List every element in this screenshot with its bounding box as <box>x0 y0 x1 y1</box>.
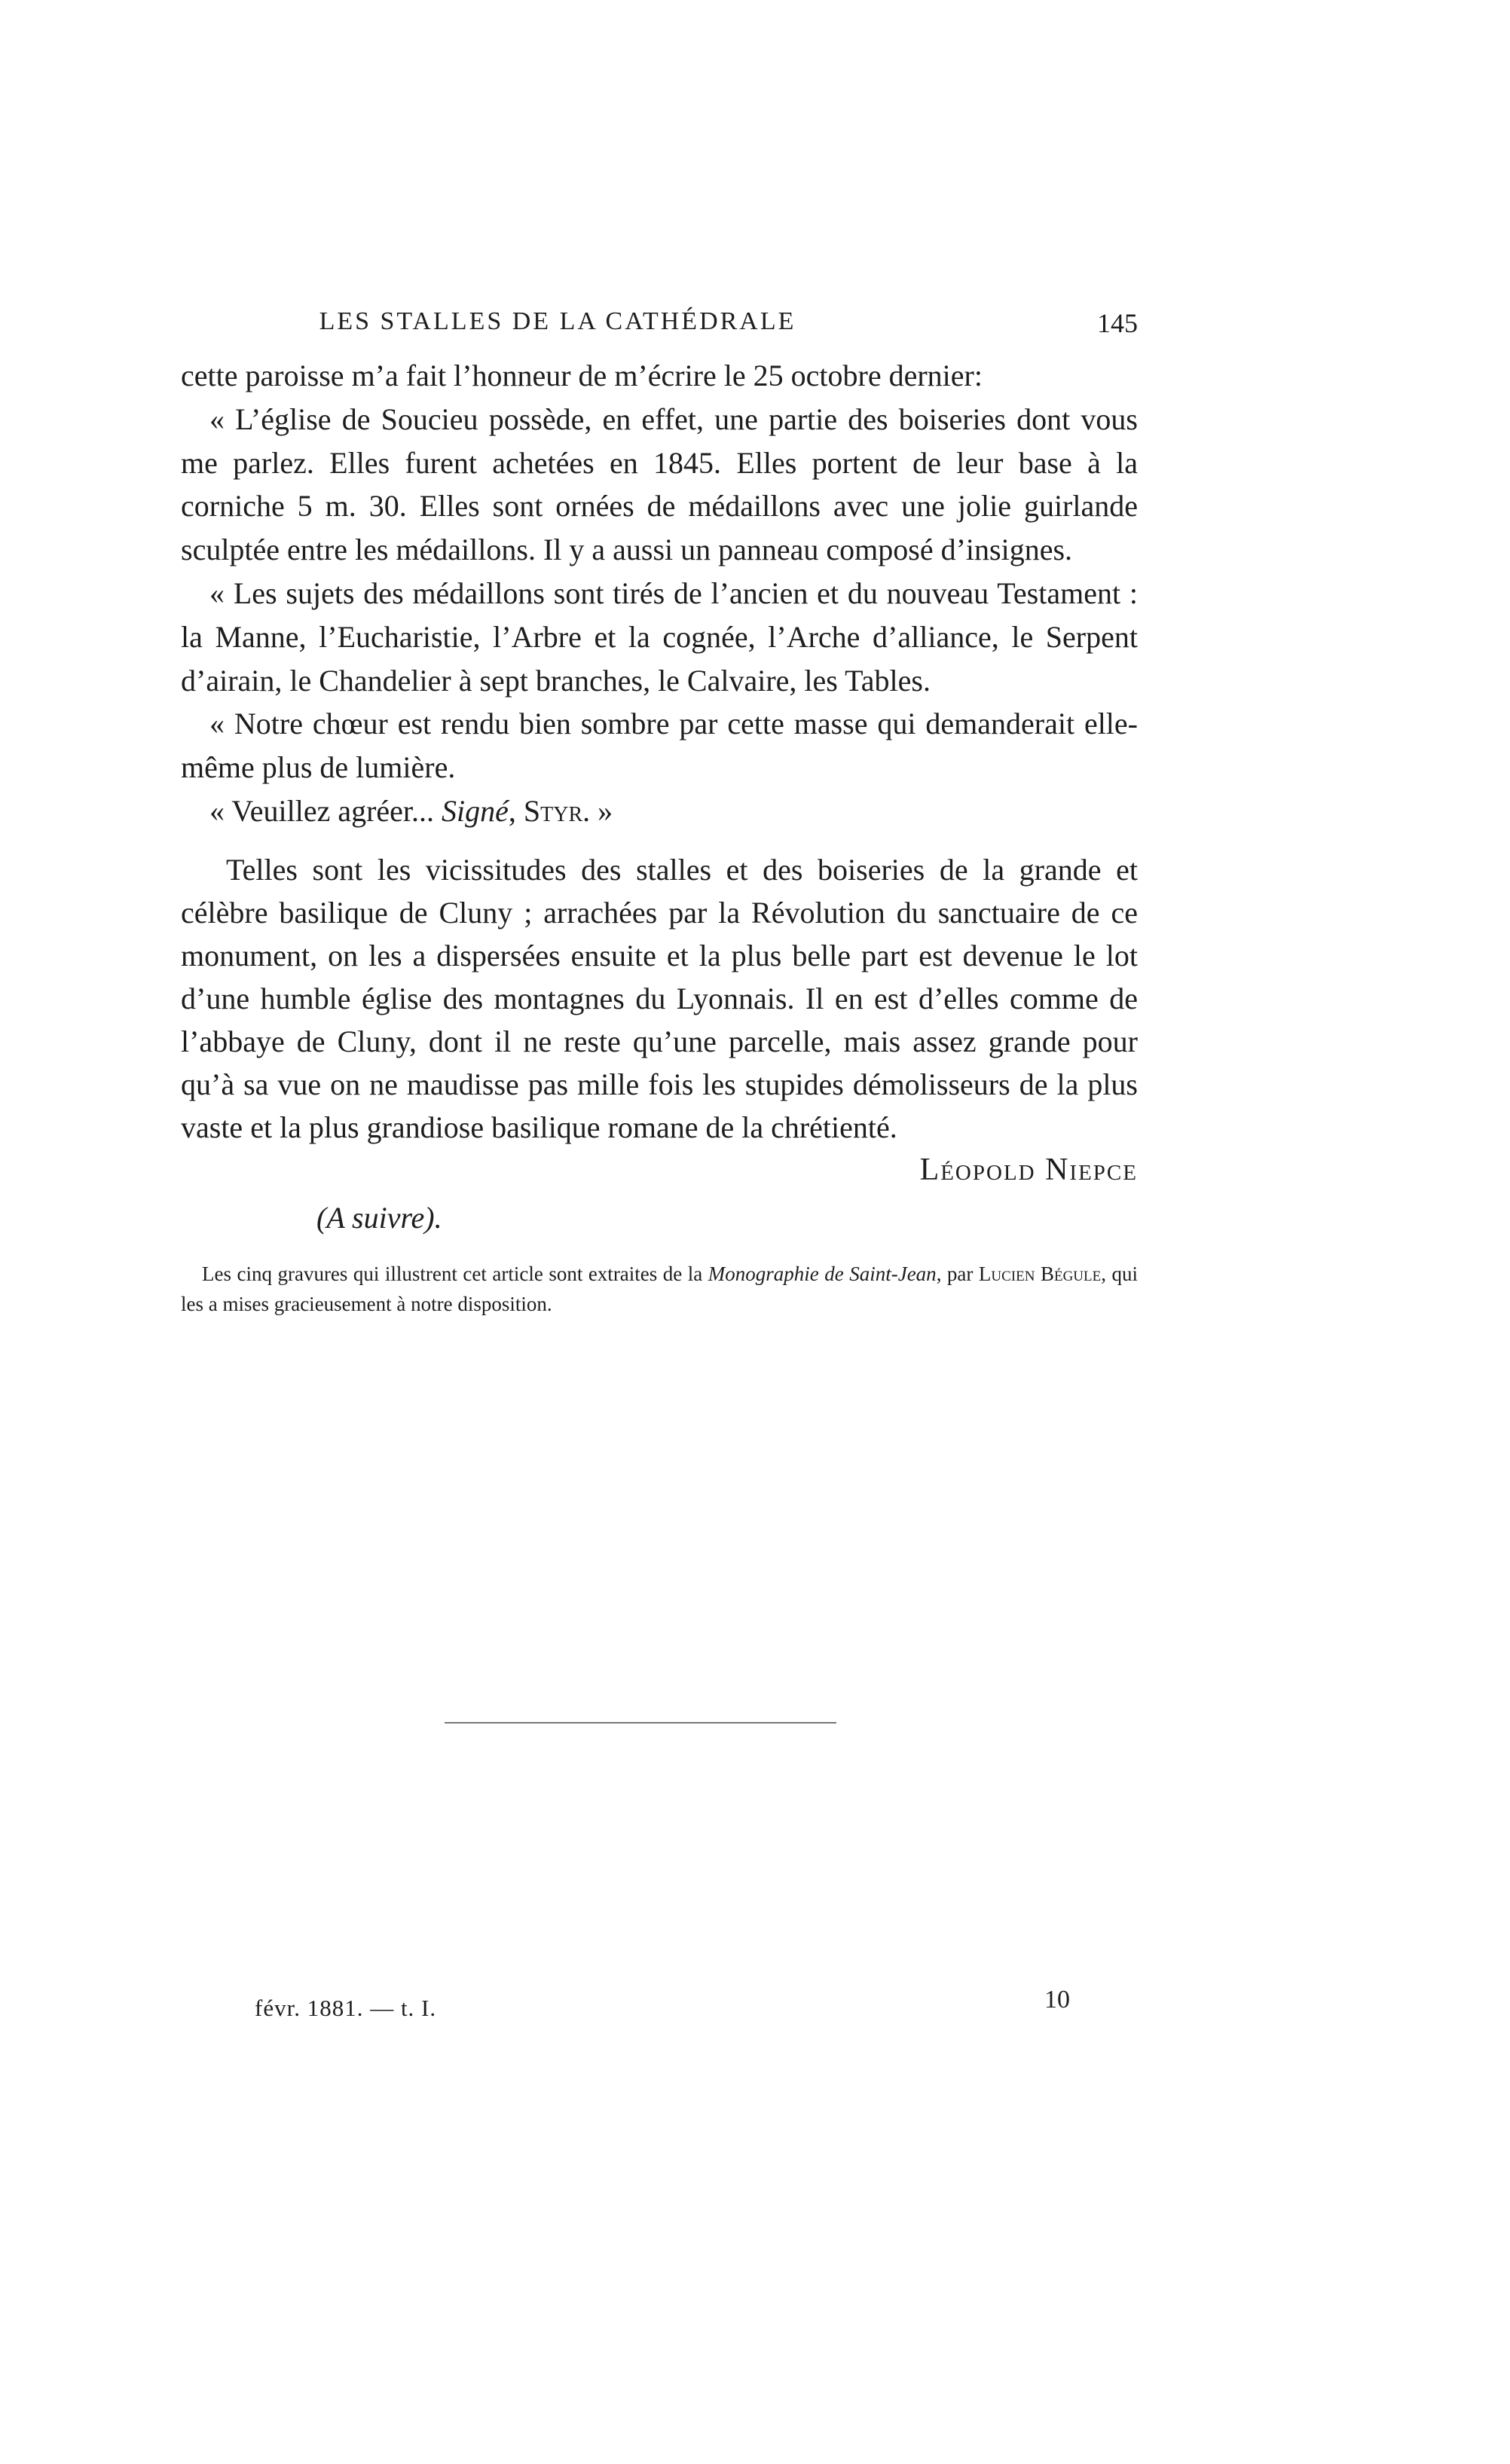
running-title: LES STALLES DE LA CATHÉDRALE <box>319 307 796 335</box>
letter-intro-line: cette paroisse m’a fait l’honneur de m’écrire le 25 octobre dernier: <box>181 359 983 392</box>
footer-signature-mark: 10 <box>1044 1986 1070 2014</box>
closing-signed: Signé <box>442 793 509 828</box>
to-be-continued <box>316 1196 1138 1239</box>
main-paragraph: Telles sont les vicissitudes des stalles et des boiseries de la grande et célèbre basilique de Cluny ; arrachées par la Révolution du sanctuaire de ce monument, on les a dispersées ensuite et la plus belle part est devenue le lot d’une humble église des montagnes du Lyonnais. Il en est d’elles comme de l’abbaye de Cluny, dont il ne reste qu’une parcelle, mais assez grande pour qu’à sa vue on ne maudisse pas mille fois les stupides démolisseurs de la plus vaste et la plus grandiose basilique romane de la chrétienté. <box>181 852 1138 1144</box>
author-signature: Léopold Niepce <box>919 1152 1138 1187</box>
page-number: 145 <box>1097 308 1138 338</box>
article-body <box>181 354 1138 1319</box>
closing-name: Styr <box>523 793 583 828</box>
footer-issue: févr. 1881. — t. I. <box>255 1995 437 2021</box>
letter-paragraph-3: « Notre chœur est rendu bien sombre par cette masse qui demanderait elle-même plus de lumière. <box>181 707 1138 785</box>
footnote-author: Lucien Bégule <box>978 1262 1102 1285</box>
to-be-continued-text: (A suivre). <box>316 1200 442 1235</box>
letter-closing <box>181 789 1138 833</box>
letter-paragraph-1: « L’église de Soucieu possède, en effet, une partie des boiseries dont vous me parlez. Elles furent achetées en 1845. Elles portent de leur base à la corniche 5 m. 30. Elles sont ornées de médaillons avec une jolie guirlande sculptée entre les médaillons. Il y a aussi un panneau composé d’insignes. <box>181 402 1138 567</box>
footnote-by: , par <box>936 1262 979 1285</box>
letter-paragraph-2: « Les sujets des médaillons sont tirés de l’ancien et du nouveau Testament : la Manne, l’Eucharistie, l’Arbre et la cognée, l’Arche d’alliance, le Serpent d’airain, le Chandelier à sept branches, le Calvaire, les Tables. <box>181 576 1138 698</box>
footnote-end: , qui les a mises gracieusement à notre disposition. <box>181 1262 1138 1315</box>
signature-line <box>181 1149 1138 1192</box>
section-divider <box>445 1722 836 1724</box>
closing-end: . » <box>582 793 613 828</box>
footnote-book-title: Monographie de Saint-Jean <box>708 1262 937 1285</box>
running-head <box>181 307 1138 345</box>
footnote-start: Les cinq gravures qui illustrent cet article sont extraites de la <box>202 1262 708 1285</box>
footnote <box>181 1259 1138 1319</box>
closing-sep: , <box>508 793 524 828</box>
closing-start: « Veuillez agréer... <box>209 793 442 828</box>
